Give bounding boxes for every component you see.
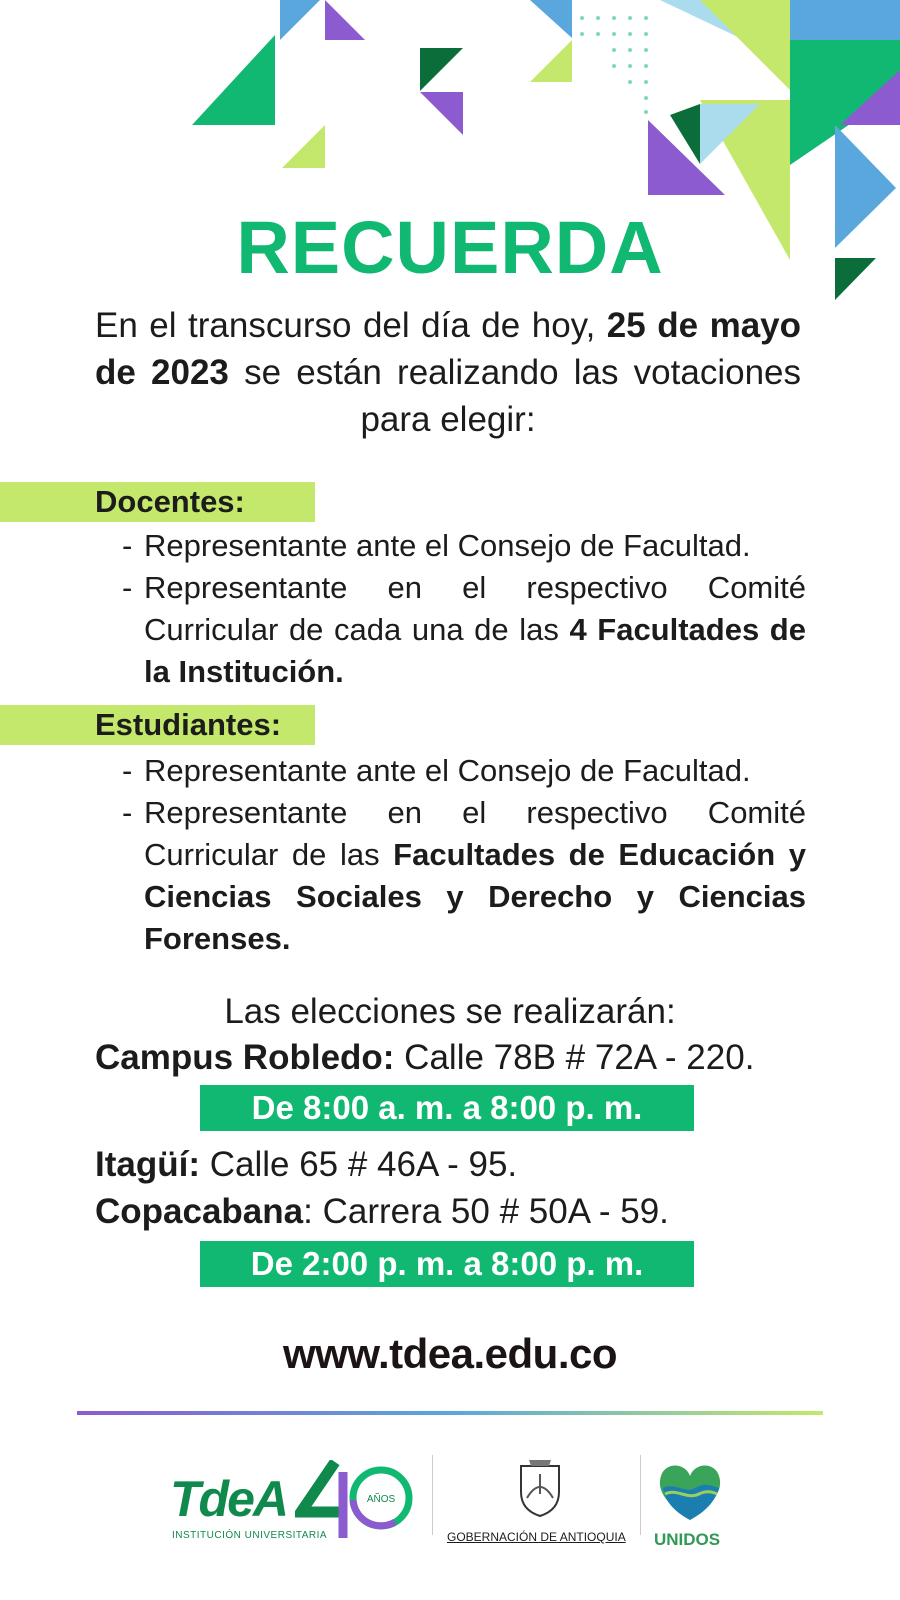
list-item: - Representante ante el Consejo de Facultad. xyxy=(122,525,806,567)
estudiantes-band xyxy=(0,705,315,745)
elecciones-intro: Las elecciones se realizarán: xyxy=(224,992,676,1031)
website-link[interactable]: www.tdea.edu.co xyxy=(283,1330,617,1377)
estudiantes-list xyxy=(122,750,806,960)
itagui-address: Itagüí: Calle 65 # 46A - 95. xyxy=(95,1145,518,1184)
page-title: RECUERDA xyxy=(236,206,664,289)
antioquia-coat-of-arms-icon xyxy=(515,1458,565,1520)
list-item: - Representante en el respectivo Comité Curricular de las Facultades de Educación y Ciencias Sociales y Derecho y Ciencias Forenses. xyxy=(122,792,806,960)
gobernacion-label: GOBERNACIÓN DE ANTIOQUIA xyxy=(447,1530,626,1544)
campus-robledo-address: Campus Robledo: Calle 78B # 72A - 220. xyxy=(95,1038,755,1077)
list-item: - Representante ante el Consejo de Facultad. xyxy=(122,750,806,792)
hours-robledo-badge: De 8:00 a. m. a 8:00 p. m. xyxy=(200,1085,694,1131)
unidos-label: UNIDOS xyxy=(654,1530,721,1549)
footer-divider xyxy=(77,1411,823,1415)
election-date: 25 de mayo de 2023 xyxy=(95,306,801,392)
list-item: - Representante en el respectivo Comité Curricular de cada una de las 4 Facultades de la Institución. xyxy=(122,567,806,693)
docentes-heading: Docentes: xyxy=(95,484,245,519)
hours-other-badge: De 2:00 p. m. a 8:00 p. m. xyxy=(200,1241,694,1287)
docentes-band xyxy=(0,482,315,522)
estudiantes-heading: Estudiantes: xyxy=(95,707,282,742)
intro-paragraph: En el transcurso del día de hoy, 25 de mayo de 2023 se están realizando las votaciones para elegir: xyxy=(95,306,801,439)
docentes-list xyxy=(122,525,806,693)
logo-separator xyxy=(640,1455,641,1535)
tdea-40-logo xyxy=(295,1460,420,1545)
logo-separator xyxy=(432,1455,433,1535)
copacabana-address: Copacabana: Carrera 50 # 50A - 59. xyxy=(95,1192,669,1231)
tdea-logo xyxy=(170,1470,328,1541)
unidos-heart-icon xyxy=(655,1458,725,1528)
tdea-wordmark: TdeA xyxy=(170,1471,287,1527)
anos-label: AÑOS xyxy=(366,1494,396,1505)
tdea-subtitle: INSTITUCIÓN UNIVERSITARIA xyxy=(172,1530,328,1541)
footer-logos xyxy=(0,1450,900,1560)
